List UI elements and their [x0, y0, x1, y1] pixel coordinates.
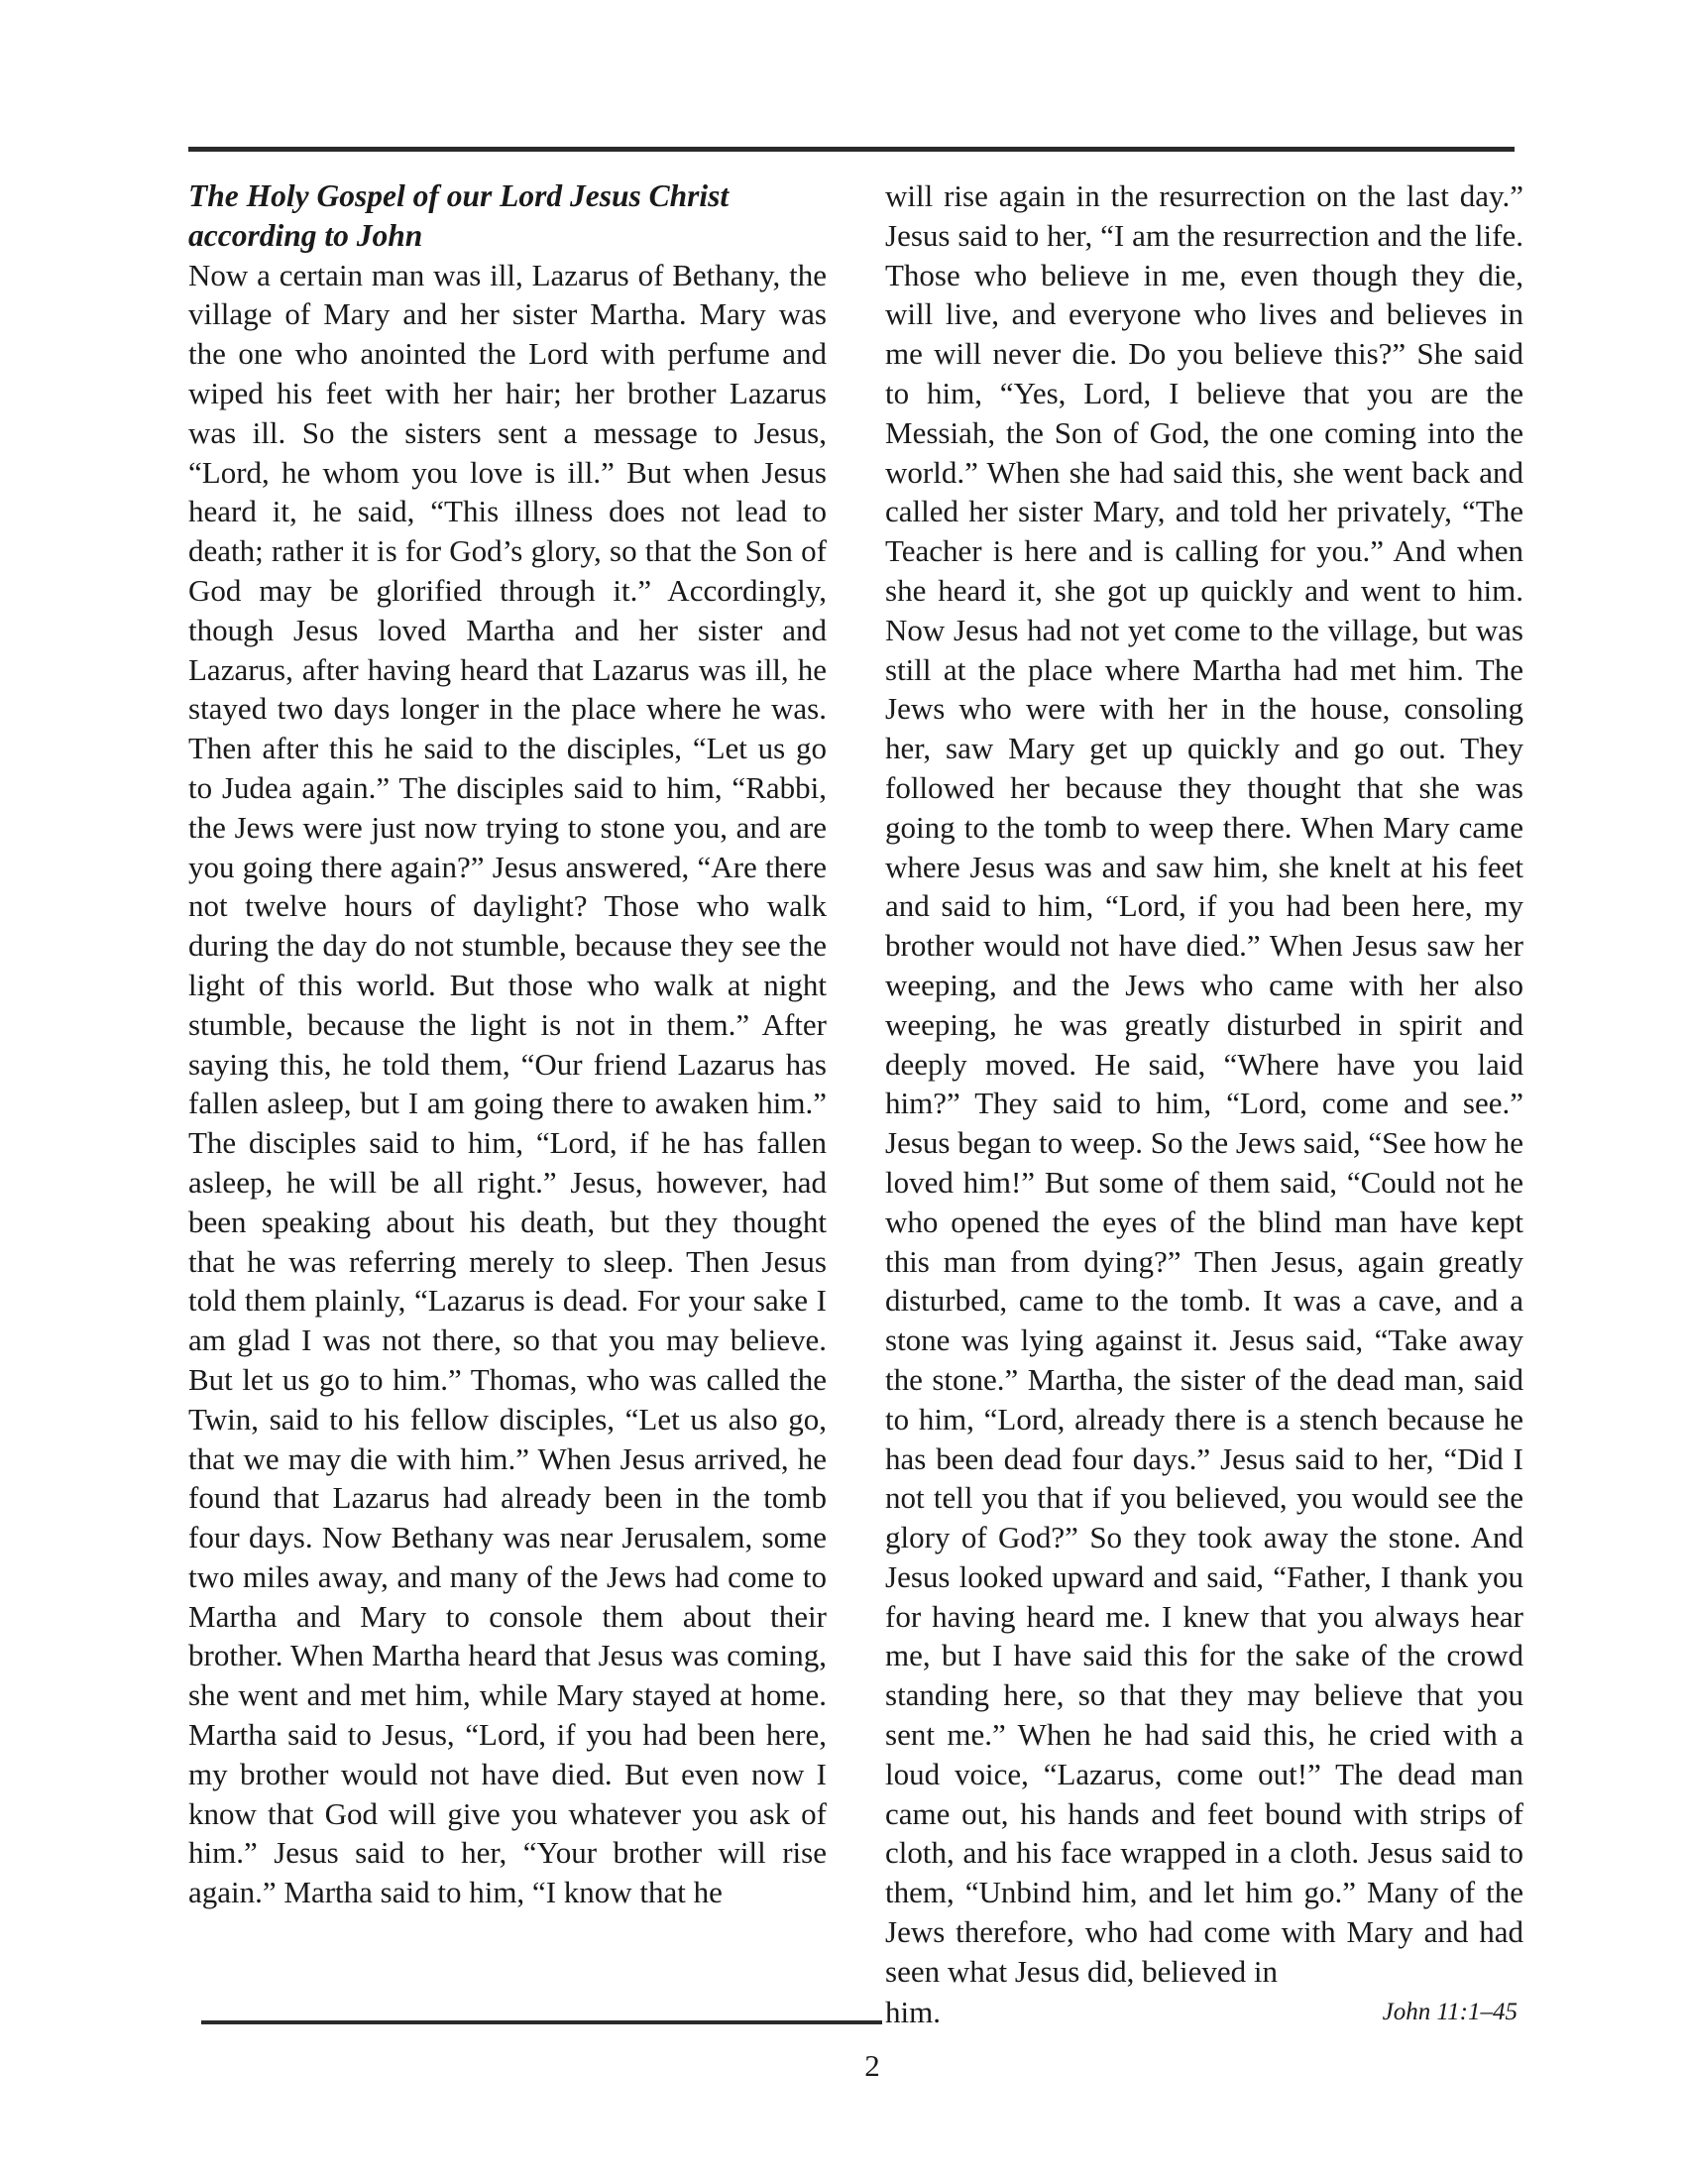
top-rule — [188, 147, 1515, 152]
closing-line — [885, 1993, 1531, 2032]
left-column-text: Now a certain man was ill, Lazarus of Bethany, the village of Mary and her sister Martha. Mary was the one who anointed the Lord with perfume and wiped his feet with her hair; her brother Lazarus was ill. So the sisters sent a message to Jesus, “Lord, he whom you love is ill.” But when Jesus heard it, he said, “This illness does not lead to death; rather it is for God’s glory, so that the Son of God may be glorified through it.” Accordingly, though Jesus loved Martha and her sister and Lazarus, after having heard that Lazarus was ill, he stayed two days longer in the place where he was. Then after this he said to the disciples, “Let us go to Judea again.” The disciples said to him, “Rabbi, the Jews were just now trying to stone you, and are you going there again?” Jesus answered, “Are there not twelve hours of daylight? Those who walk during the day do not stumble, because they see the light of this world. But those who walk at night stumble, because the light is not in them.” After saying this, he told them, “Our friend Lazarus has fallen asleep, but I am going there to awaken him.” The disciples said to him, “Lord, if he has fallen asleep, he will be all right.” Jesus, however, had been speaking about his death, but they thought that he was referring merely to sleep. Then Jesus told them plainly, “Lazarus is dead. For your sake I am glad I was not there, so that you may believe. But let us go to him.” Thomas, who was called the Twin, said to his fellow disciples, “Let us also go, that we may die with him.” When Jesus arrived, he found that Lazarus had already been in the tomb four days. Now Bethany was near Jerusalem, some two miles away, and many of the Jews had come to Martha and Mary to console them about their brother. When Martha heard that Jesus was coming, she went and met him, while Mary stayed at home. Martha said to Jesus, “Lord, if you had been here, my brother would not have died. But even now I know that God will give you whatever you ask of him.” Jesus said to her, “Your brother will rise again.” Martha said to him, “I know that he — [188, 257, 827, 1910]
heading-line-2: according to John — [188, 217, 423, 253]
bottom-rule — [201, 2020, 882, 2024]
left-column — [188, 176, 827, 1912]
right-column-text: will rise again in the resurrection on the last day.” Jesus said to her, “I am the resurrection and the life. Those who believe in me, even though they die, will live, and everyone who lives and believes in me will never die. Do you believe this?” She said to him, “Yes, Lord, I believe that you are the Messiah, the Son of God, the one coming into the world.” When she had said this, she went back and called her sister Mary, and told her privately, “The Teacher is here and is calling for you.” And when she heard it, she got up quickly and went to him. Now Jesus had not yet come to the village, but was still at the place where Martha had met him. The Jews who were with her in the house, consoling her, saw Mary get up quickly and go out. They followed her because they thought that she was going to the tomb to weep there. When Mary came where Jesus was and saw him, she knelt at his feet and said to him, “Lord, if you had been here, my brother would not have died.” When Jesus saw her weeping, and the Jews who came with her also weeping, he was greatly disturbed in spirit and deeply moved. He said, “Where have you laid him?” They said to him, “Lord, come and see.” Jesus began to weep. So the Jews said, “See how he loved him!” But some of them said, “Could not he who opened the eyes of the blind man have kept this man from dying?” Then Jesus, again greatly disturbed, came to the tomb. It was a cave, and a stone was lying against it. Jesus said, “Take away the stone.” Martha, the sister of the dead man, said to him, “Lord, already there is a stench because he has been dead four days.” Jesus said to her, “Did I not tell you that if you believed, you would see the glory of God?” So they took away the stone. And Jesus looked upward and said, “Father, I thank you for having heard me. I knew that you always hear me, but I have said this for the sake of the crowd standing here, so that they may believe that you sent me.” When he had said this, he cried with a loud voice, “Lazarus, come out!” The dead man came out, his hands and feet bound with strips of cloth, and his face wrapped in a cloth. Jesus said to them, “Unbind him, and let him go.” Many of the Jews therefore, who had come with Mary and had seen what Jesus did, believed in — [885, 178, 1523, 1989]
scripture-citation: John 11:1–45 — [1382, 1999, 1518, 2025]
final-word: him. — [885, 1995, 941, 2029]
heading-line-1: The Holy Gospel of our Lord Jesus Christ — [188, 178, 730, 213]
page-number: 2 — [864, 2048, 880, 2083]
gospel-heading — [188, 176, 827, 256]
right-column — [885, 176, 1523, 1992]
